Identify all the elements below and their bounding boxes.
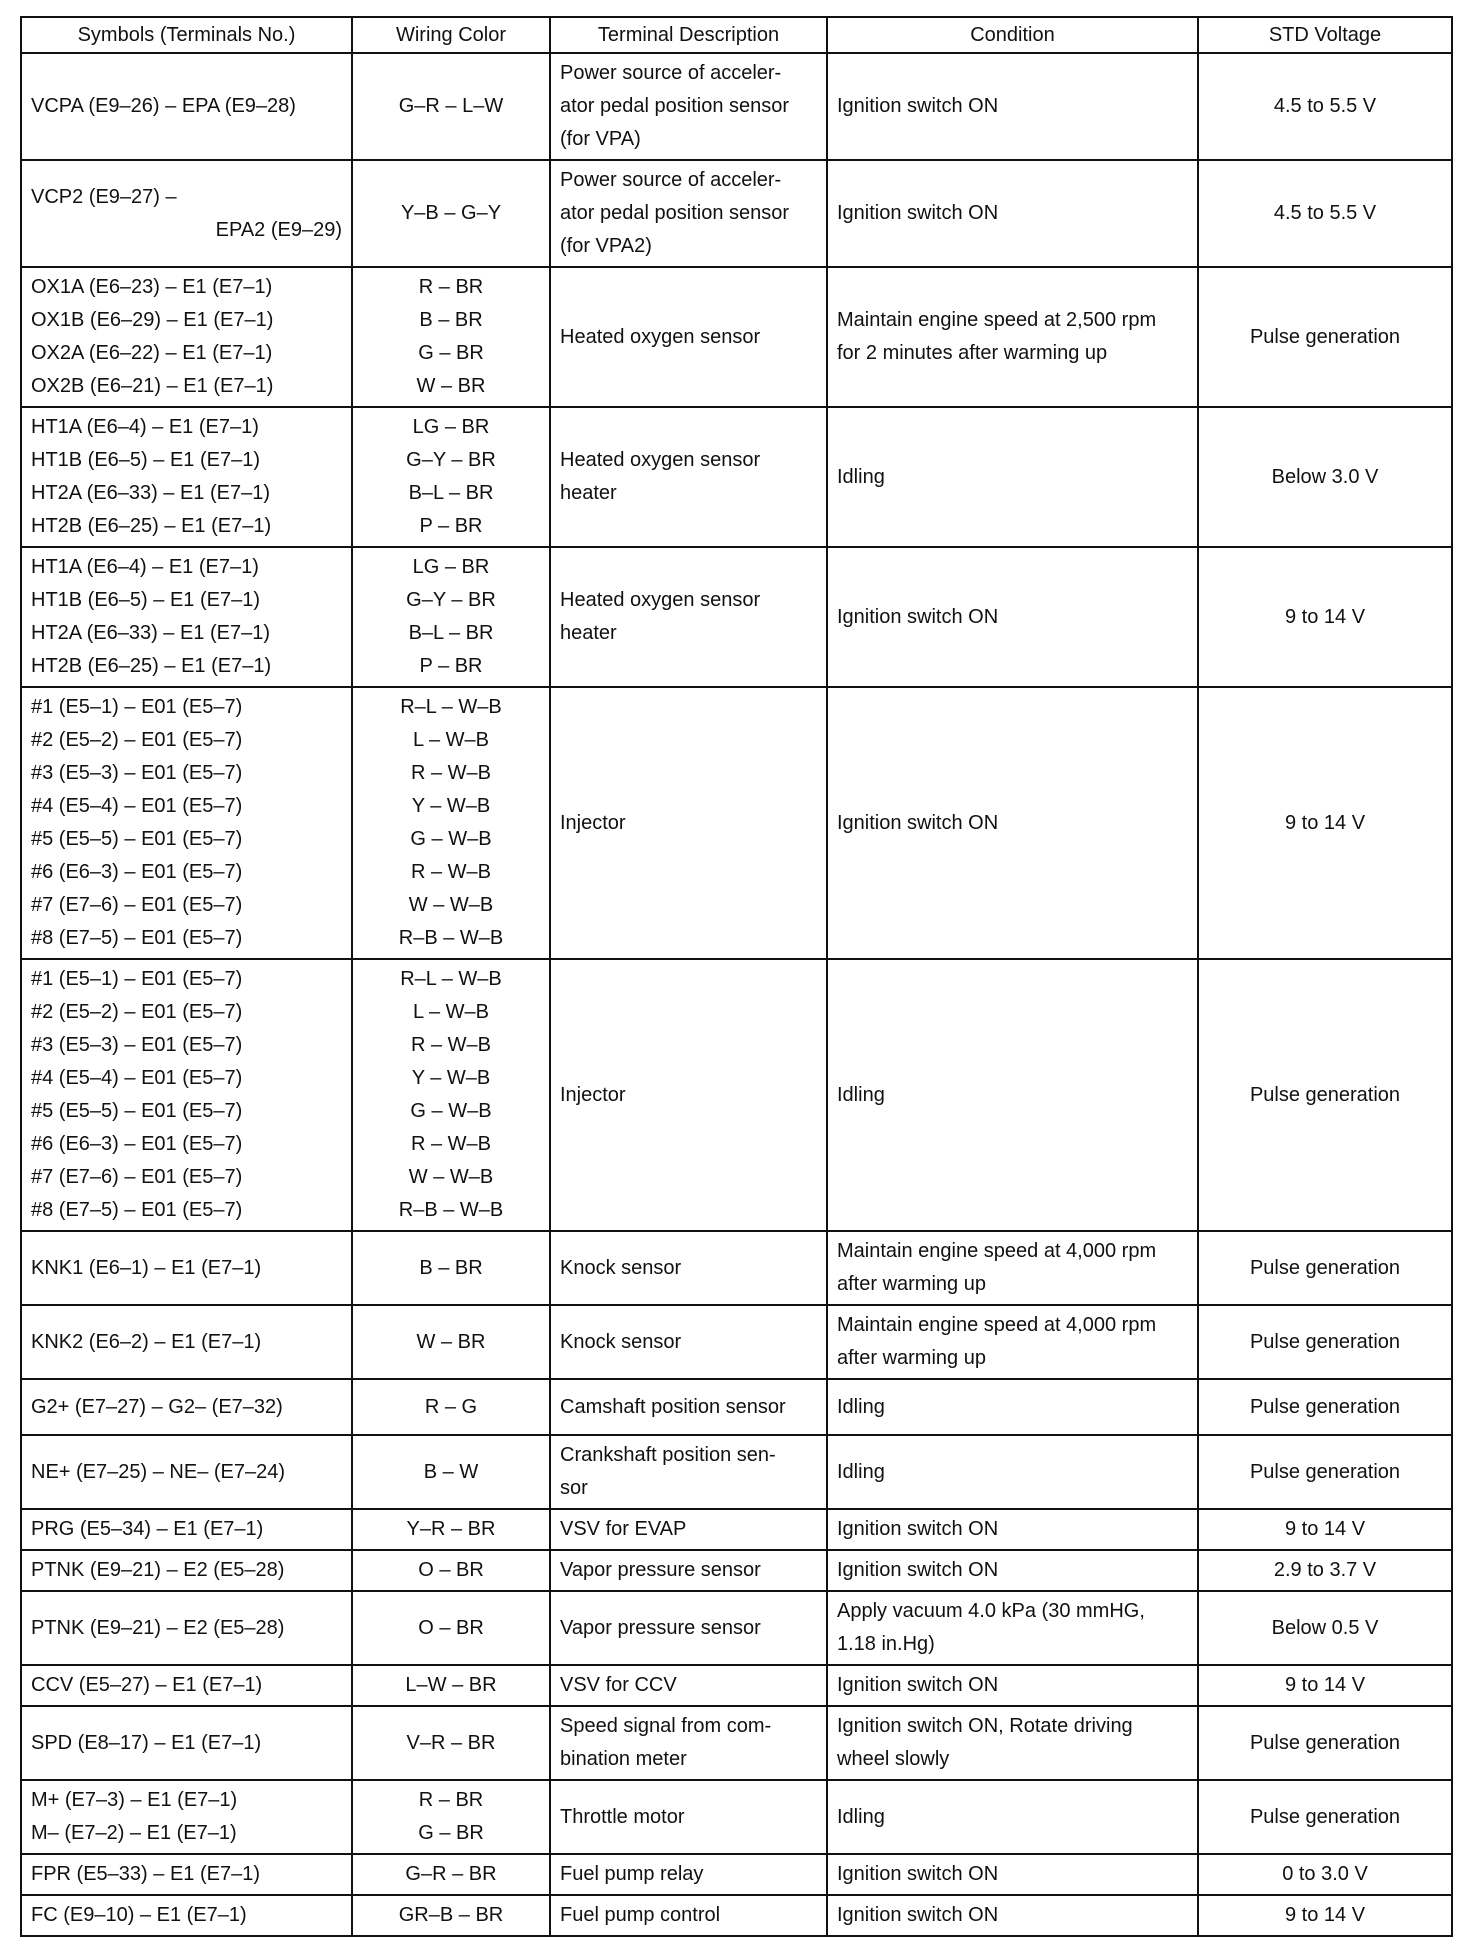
wiring-color-cell-line: R–L – W–B <box>400 696 502 718</box>
std-voltage-cell-line: 9 to 14 V <box>1284 1518 1366 1540</box>
symbols-cell-line: #5 (E5–5) – E01 (E5–7) <box>31 1100 243 1122</box>
condition-cell <box>827 1854 1198 1895</box>
table-row <box>21 53 1452 160</box>
symbols-cell-line: #4 (E5–4) – E01 (E5–7) <box>31 795 243 817</box>
symbols-cell-line: HT2A (E6–33) – E1 (E7–1) <box>31 622 271 644</box>
std-voltage-cell <box>1198 160 1452 267</box>
wiring-color-cell-line: G–Y – BR <box>406 449 496 471</box>
symbols-cell <box>21 687 352 959</box>
condition-cell-line: Ignition switch ON <box>837 1863 999 1885</box>
wiring-color-cell-line: Y–B – G–Y <box>400 202 502 224</box>
wiring-color-cell-line: G – BR <box>418 342 484 364</box>
std-voltage-cell <box>1198 1231 1452 1305</box>
table-row <box>21 267 1452 407</box>
table-row <box>21 1780 1452 1854</box>
terminal-description-cell-line: Knock sensor <box>560 1330 682 1353</box>
wiring-color-cell <box>352 53 550 160</box>
symbols-cell-line: HT2A (E6–33) – E1 (E7–1) <box>31 482 271 504</box>
std-voltage-cell <box>1198 1706 1452 1780</box>
symbols-cell <box>21 1665 352 1706</box>
wiring-color-cell <box>352 160 550 267</box>
wiring-color-cell <box>352 959 550 1231</box>
wiring-color-cell-line: L–W – BR <box>405 1674 497 1696</box>
std-voltage-cell-line: 9 to 14 V <box>1284 1674 1366 1696</box>
symbols-cell-line: OX2A (E6–22) – E1 (E7–1) <box>31 342 273 364</box>
terminal-description-cell-line: Knock sensor <box>560 1256 682 1279</box>
terminal-description-cell <box>550 1895 827 1936</box>
wiring-color-cell-line: G – W–B <box>410 1100 492 1122</box>
condition-cell <box>827 1435 1198 1509</box>
symbols-cell-line: NE+ (E7–25) – NE– (E7–24) <box>31 1460 286 1483</box>
table-row <box>21 1550 1452 1591</box>
header-row <box>21 17 1452 53</box>
symbols-cell-line: PTNK (E9–21) – E2 (E5–28) <box>31 1616 285 1639</box>
symbols-cell-line: #5 (E5–5) – E01 (E5–7) <box>31 828 243 850</box>
condition-cell-line: Apply vacuum 4.0 kPa (30 mmHG, <box>837 1600 1145 1622</box>
std-voltage-cell-line: Pulse generation <box>1249 1256 1401 1279</box>
symbols-cell-line: HT1A (E6–4) – E1 (E7–1) <box>31 416 259 438</box>
wiring-color-cell <box>352 1895 550 1936</box>
symbols-cell <box>21 1231 352 1305</box>
symbols-cell-line: #7 (E7–6) – E01 (E5–7) <box>31 1166 243 1188</box>
std-voltage-cell <box>1198 547 1452 687</box>
condition-cell-line: 1.18 in.Hg) <box>837 1633 935 1655</box>
wiring-color-cell-line: R – W–B <box>410 861 492 883</box>
terminal-description-cell-line: Crankshaft position sen- <box>560 1444 776 1466</box>
symbols-cell-line: OX1A (E6–23) – E1 (E7–1) <box>31 276 273 298</box>
terminal-description-cell <box>550 959 827 1231</box>
symbols-cell-line: PTNK (E9–21) – E2 (E5–28) <box>31 1559 285 1581</box>
condition-cell-line: Ignition switch ON <box>837 605 999 628</box>
std-voltage-cell-line: Pulse generation <box>1249 1395 1401 1418</box>
wiring-color-cell-line: Y–R – BR <box>406 1518 496 1540</box>
wiring-color-cell-line: LG – BR <box>412 416 490 438</box>
terminal-description-cell-line: heater <box>560 622 617 644</box>
terminal-description-cell-line: Heated oxygen sensor <box>560 589 761 611</box>
table-row <box>21 160 1452 267</box>
wiring-color-cell <box>352 1509 550 1550</box>
wiring-color-cell-line: GR–B – BR <box>398 1904 504 1926</box>
condition-cell <box>827 1509 1198 1550</box>
symbols-cell-line: CCV (E5–27) – E1 (E7–1) <box>31 1674 263 1696</box>
std-voltage-cell-line: 0 to 3.0 V <box>1282 1863 1368 1885</box>
symbols-cell-line: KNK1 (E6–1) – E1 (E7–1) <box>31 1256 262 1279</box>
symbols-cell <box>21 160 352 267</box>
symbols-cell-line: #4 (E5–4) – E01 (E5–7) <box>31 1067 243 1089</box>
condition-cell <box>827 407 1198 547</box>
std-voltage-cell <box>1198 1550 1452 1591</box>
wiring-color-cell-line: L – W–B <box>413 729 489 751</box>
std-voltage-cell-line: Pulse generation <box>1249 325 1401 348</box>
terminal-description-cell-line: Power source of acceler- <box>560 62 782 84</box>
condition-cell <box>827 1305 1198 1379</box>
condition-cell-line: Ignition switch ON <box>837 1674 999 1696</box>
std-voltage-cell-line: 9 to 14 V <box>1284 811 1366 834</box>
symbols-cell-line: M+ (E7–3) – E1 (E7–1) <box>31 1789 238 1811</box>
symbols-cell-line: HT1B (E6–5) – E1 (E7–1) <box>31 589 260 611</box>
wiring-color-cell-line: B – BR <box>419 309 483 331</box>
wiring-color-cell-line: B – BR <box>419 1256 483 1279</box>
wiring-color-cell <box>352 1379 550 1435</box>
terminal-description-cell <box>550 547 827 687</box>
condition-cell <box>827 959 1198 1231</box>
condition-cell-line: after warming up <box>837 1273 986 1295</box>
condition-cell-line: Idling <box>837 1395 885 1418</box>
wiring-color-cell-line: B – W <box>423 1460 479 1483</box>
symbols-cell-line: #1 (E5–1) – E01 (E5–7) <box>31 696 243 718</box>
condition-cell-line: Ignition switch ON <box>837 1559 999 1581</box>
terminal-description-cell <box>550 687 827 959</box>
terminal-description-cell <box>550 1231 827 1305</box>
header-terminal-description: Terminal Description <box>550 17 827 53</box>
wiring-color-cell <box>352 1780 550 1854</box>
symbols-cell-line: PRG (E5–34) – E1 (E7–1) <box>31 1518 264 1540</box>
std-voltage-cell <box>1198 1665 1452 1706</box>
std-voltage-cell-line: 9 to 14 V <box>1284 605 1366 628</box>
wiring-color-cell-line: G–R – L–W <box>398 95 504 117</box>
std-voltage-cell <box>1198 1509 1452 1550</box>
symbols-cell <box>21 53 352 160</box>
terminal-description-cell <box>550 1305 827 1379</box>
wiring-color-cell-line: W – BR <box>416 375 486 397</box>
terminal-description-cell-line: (for VPA) <box>560 128 641 150</box>
symbols-cell-line: G2+ (E7–27) – G2– (E7–32) <box>31 1395 283 1418</box>
terminal-description-cell-line: (for VPA2) <box>560 235 652 257</box>
condition-cell-line: Maintain engine speed at 2,500 rpm <box>837 309 1157 331</box>
wiring-color-cell-line: O – BR <box>418 1559 484 1581</box>
std-voltage-cell <box>1198 53 1452 160</box>
terminal-description-cell <box>550 1706 827 1780</box>
wiring-color-cell <box>352 267 550 407</box>
wiring-color-cell-line: V–R – BR <box>406 1731 496 1754</box>
terminal-description-cell-line: heater <box>560 482 617 504</box>
wiring-color-cell-line: R–B – W–B <box>398 1199 504 1221</box>
terminal-voltage-table <box>20 16 1453 1937</box>
terminal-description-cell <box>550 1435 827 1509</box>
table-row <box>21 1509 1452 1550</box>
wiring-color-cell-line: B–L – BR <box>408 482 494 504</box>
wiring-color-cell-line: R – W–B <box>410 762 492 784</box>
terminal-description-cell <box>550 1780 827 1854</box>
symbols-cell-line: #6 (E6–3) – E01 (E5–7) <box>31 1133 243 1155</box>
condition-cell-line: Ignition switch ON <box>837 202 999 224</box>
terminal-description-cell <box>550 407 827 547</box>
terminal-description-cell <box>550 267 827 407</box>
condition-cell-line: Ignition switch ON, Rotate driving <box>837 1715 1133 1737</box>
terminal-description-cell-line: Power source of acceler- <box>560 169 782 191</box>
wiring-color-cell-line: W – W–B <box>408 894 494 916</box>
symbols-cell-line: FC (E9–10) – E1 (E7–1) <box>31 1904 247 1926</box>
terminal-description-cell-line: Speed signal from com- <box>560 1715 772 1737</box>
wiring-color-cell-line: W – BR <box>416 1330 486 1353</box>
condition-cell <box>827 267 1198 407</box>
std-voltage-cell-line: 9 to 14 V <box>1284 1904 1366 1926</box>
condition-cell-line: Ignition switch ON <box>837 1518 999 1540</box>
terminal-description-cell <box>550 1854 827 1895</box>
symbols-cell <box>21 267 352 407</box>
symbols-cell-line: #7 (E7–6) – E01 (E5–7) <box>31 894 243 916</box>
condition-cell-line: wheel slowly <box>837 1748 950 1770</box>
table-row <box>21 1379 1452 1435</box>
condition-cell <box>827 53 1198 160</box>
wiring-color-cell-line: L – W–B <box>413 1001 489 1023</box>
table-row <box>21 1665 1452 1706</box>
std-voltage-cell <box>1198 687 1452 959</box>
terminal-description-cell-line: Injector <box>560 811 626 834</box>
symbols-cell-line: HT2B (E6–25) – E1 (E7–1) <box>31 515 272 537</box>
symbols-cell <box>21 1550 352 1591</box>
wiring-color-cell-line: B–L – BR <box>408 622 494 644</box>
table-row <box>21 407 1452 547</box>
terminal-description-cell-line: Fuel pump control <box>560 1904 721 1926</box>
condition-cell-line: Ignition switch ON <box>837 811 999 834</box>
condition-cell <box>827 1231 1198 1305</box>
condition-cell <box>827 1895 1198 1936</box>
terminal-description-cell-line: Injector <box>560 1083 626 1106</box>
table-header <box>21 17 1452 53</box>
wiring-color-cell <box>352 1305 550 1379</box>
table-row <box>21 1231 1452 1305</box>
terminal-description-cell <box>550 1550 827 1591</box>
symbols-cell <box>21 1854 352 1895</box>
wiring-color-cell-line: Y – W–B <box>411 795 491 817</box>
table-row <box>21 1305 1452 1379</box>
symbols-cell-line: #6 (E6–3) – E01 (E5–7) <box>31 861 243 883</box>
std-voltage-cell <box>1198 1305 1452 1379</box>
condition-cell-line: after warming up <box>837 1347 986 1369</box>
symbols-cell <box>21 1509 352 1550</box>
condition-cell <box>827 1706 1198 1780</box>
terminal-description-cell-line: Camshaft position sensor <box>560 1395 786 1418</box>
condition-cell <box>827 1550 1198 1591</box>
wiring-color-cell <box>352 1550 550 1591</box>
wiring-color-cell-line: R – G <box>424 1395 478 1418</box>
std-voltage-cell-line: Below 3.0 V <box>1271 465 1379 488</box>
symbols-cell-line: OX1B (E6–29) – E1 (E7–1) <box>31 309 274 331</box>
symbols-cell-line: FPR (E5–33) – E1 (E7–1) <box>31 1863 260 1885</box>
wiring-color-cell <box>352 1665 550 1706</box>
table-row <box>21 1435 1452 1509</box>
table-row <box>21 1591 1452 1665</box>
symbols-cell <box>21 1706 352 1780</box>
wiring-color-cell <box>352 407 550 547</box>
table-row <box>21 1706 1452 1780</box>
wiring-color-cell <box>352 1231 550 1305</box>
terminal-description-cell-line: Vapor pressure sensor <box>560 1616 761 1639</box>
condition-cell <box>827 687 1198 959</box>
symbols-cell <box>21 407 352 547</box>
wiring-color-cell-line: G – W–B <box>410 828 492 850</box>
wiring-color-cell-line: R – BR <box>418 276 484 298</box>
symbols-cell <box>21 1591 352 1665</box>
std-voltage-cell <box>1198 267 1452 407</box>
symbols-cell-line: KNK2 (E6–2) – E1 (E7–1) <box>31 1330 262 1353</box>
header-std-voltage: STD Voltage <box>1198 17 1452 53</box>
condition-cell-line: Idling <box>837 1460 885 1483</box>
symbols-cell-line: #3 (E5–3) – E01 (E5–7) <box>31 1034 243 1056</box>
terminal-description-cell-line: Heated oxygen sensor <box>560 325 761 348</box>
std-voltage-cell <box>1198 1854 1452 1895</box>
wiring-color-cell-line: LG – BR <box>412 556 490 578</box>
wiring-color-cell <box>352 687 550 959</box>
table-row <box>21 959 1452 1231</box>
wiring-color-cell <box>352 1706 550 1780</box>
wiring-color-cell-line: R – BR <box>418 1789 484 1811</box>
wiring-color-cell-line: R – W–B <box>410 1133 492 1155</box>
table-body <box>21 53 1452 1936</box>
condition-cell-line: Idling <box>837 1083 885 1106</box>
condition-cell <box>827 547 1198 687</box>
symbols-cell-line: VCPA (E9–26) – EPA (E9–28) <box>31 95 296 117</box>
wiring-color-cell-line: G–Y – BR <box>406 589 496 611</box>
std-voltage-cell-line: Pulse generation <box>1249 1083 1401 1106</box>
std-voltage-cell <box>1198 1379 1452 1435</box>
wiring-color-cell-line: O – BR <box>418 1616 484 1639</box>
table-row <box>21 1854 1452 1895</box>
condition-cell-line: Ignition switch ON <box>837 95 999 117</box>
terminal-description-cell-line: ator pedal position sensor <box>560 95 790 117</box>
std-voltage-cell <box>1198 1591 1452 1665</box>
std-voltage-cell <box>1198 1780 1452 1854</box>
wiring-color-cell-line: R – W–B <box>410 1034 492 1056</box>
table-row <box>21 687 1452 959</box>
symbols-cell-line: #1 (E5–1) – E01 (E5–7) <box>31 968 243 990</box>
wiring-color-cell-line: P – BR <box>419 655 483 677</box>
wiring-color-cell <box>352 547 550 687</box>
header-symbols: Symbols (Terminals No.) <box>21 17 352 53</box>
condition-cell-line: Idling <box>837 1805 885 1828</box>
symbols-cell-line: #2 (E5–2) – E01 (E5–7) <box>31 1001 243 1023</box>
terminal-description-cell-line: VSV for CCV <box>560 1674 677 1696</box>
wiring-color-cell-line: R–B – W–B <box>398 927 504 949</box>
std-voltage-cell-line: 4.5 to 5.5 V <box>1273 95 1377 117</box>
symbols-cell-line: OX2B (E6–21) – E1 (E7–1) <box>31 375 274 397</box>
std-voltage-cell-line: Pulse generation <box>1249 1731 1401 1754</box>
terminal-description-cell <box>550 160 827 267</box>
terminal-description-cell-line: bination meter <box>560 1748 687 1770</box>
symbols-cell-line: EPA2 (E9–29) <box>215 218 342 241</box>
terminal-description-cell-line: Vapor pressure sensor <box>560 1559 761 1581</box>
symbols-cell-line: SPD (E8–17) – E1 (E7–1) <box>31 1731 262 1754</box>
wiring-color-cell <box>352 1591 550 1665</box>
symbols-cell <box>21 1305 352 1379</box>
terminal-description-cell <box>550 1591 827 1665</box>
condition-cell <box>827 160 1198 267</box>
symbols-cell <box>21 1435 352 1509</box>
std-voltage-cell-line: 4.5 to 5.5 V <box>1273 202 1377 224</box>
table-row <box>21 1895 1452 1936</box>
terminal-description-cell <box>550 53 827 160</box>
std-voltage-cell-line: 2.9 to 3.7 V <box>1273 1559 1377 1581</box>
std-voltage-cell <box>1198 407 1452 547</box>
condition-cell-line: Idling <box>837 465 885 488</box>
condition-cell-line: Maintain engine speed at 4,000 rpm <box>837 1314 1157 1336</box>
symbols-cell-line: HT1A (E6–4) – E1 (E7–1) <box>31 556 259 578</box>
condition-cell-line: for 2 minutes after warming up <box>837 342 1108 364</box>
wiring-color-cell <box>352 1854 550 1895</box>
header-wiring-color: Wiring Color <box>352 17 550 53</box>
condition-cell-line: Ignition switch ON <box>837 1904 999 1926</box>
condition-cell <box>827 1591 1198 1665</box>
symbols-cell-line: #8 (E7–5) – E01 (E5–7) <box>31 927 243 949</box>
symbols-cell-line: #8 (E7–5) – E01 (E5–7) <box>31 1199 243 1221</box>
wiring-color-cell <box>352 1435 550 1509</box>
terminal-description-cell-line: Throttle motor <box>560 1805 685 1828</box>
symbols-cell-line: HT2B (E6–25) – E1 (E7–1) <box>31 655 272 677</box>
terminal-description-cell <box>550 1665 827 1706</box>
wiring-color-cell-line: R–L – W–B <box>400 968 502 990</box>
header-condition: Condition <box>827 17 1198 53</box>
terminal-description-cell-line: sor <box>560 1477 588 1499</box>
wiring-color-cell-line: W – W–B <box>408 1166 494 1188</box>
std-voltage-cell-line: Pulse generation <box>1249 1330 1401 1353</box>
wiring-color-cell-line: G–R – BR <box>405 1863 497 1885</box>
std-voltage-cell-line: Pulse generation <box>1249 1460 1401 1483</box>
symbols-cell-line: #2 (E5–2) – E01 (E5–7) <box>31 729 243 751</box>
std-voltage-cell <box>1198 1895 1452 1936</box>
condition-cell-line: Maintain engine speed at 4,000 rpm <box>837 1240 1157 1262</box>
std-voltage-cell <box>1198 1435 1452 1509</box>
symbols-cell-line: M– (E7–2) – E1 (E7–1) <box>31 1822 237 1844</box>
wiring-color-cell-line: P – BR <box>419 515 483 537</box>
std-voltage-cell-line: Pulse generation <box>1249 1805 1401 1828</box>
symbols-cell-line: HT1B (E6–5) – E1 (E7–1) <box>31 449 260 471</box>
symbols-cell <box>21 547 352 687</box>
symbols-cell-line: VCP2 (E9–27) – <box>31 185 177 208</box>
terminal-description-cell-line: VSV for EVAP <box>560 1518 687 1540</box>
condition-cell <box>827 1780 1198 1854</box>
condition-cell <box>827 1379 1198 1435</box>
wiring-color-cell-line: Y – W–B <box>411 1067 491 1089</box>
symbols-cell-line: #3 (E5–3) – E01 (E5–7) <box>31 762 243 784</box>
terminal-description-cell <box>550 1379 827 1435</box>
wiring-color-cell-line: G – BR <box>418 1822 484 1844</box>
terminal-description-cell-line: Heated oxygen sensor <box>560 449 761 471</box>
symbols-cell <box>21 1895 352 1936</box>
terminal-description-cell-line: ator pedal position sensor <box>560 202 790 224</box>
symbols-cell <box>21 1780 352 1854</box>
table-row <box>21 547 1452 687</box>
terminal-description-cell <box>550 1509 827 1550</box>
condition-cell <box>827 1665 1198 1706</box>
symbols-cell <box>21 959 352 1231</box>
symbols-cell <box>21 1379 352 1435</box>
terminal-description-cell-line: Fuel pump relay <box>560 1863 704 1885</box>
std-voltage-cell <box>1198 959 1452 1231</box>
std-voltage-cell-line: Below 0.5 V <box>1271 1616 1379 1639</box>
